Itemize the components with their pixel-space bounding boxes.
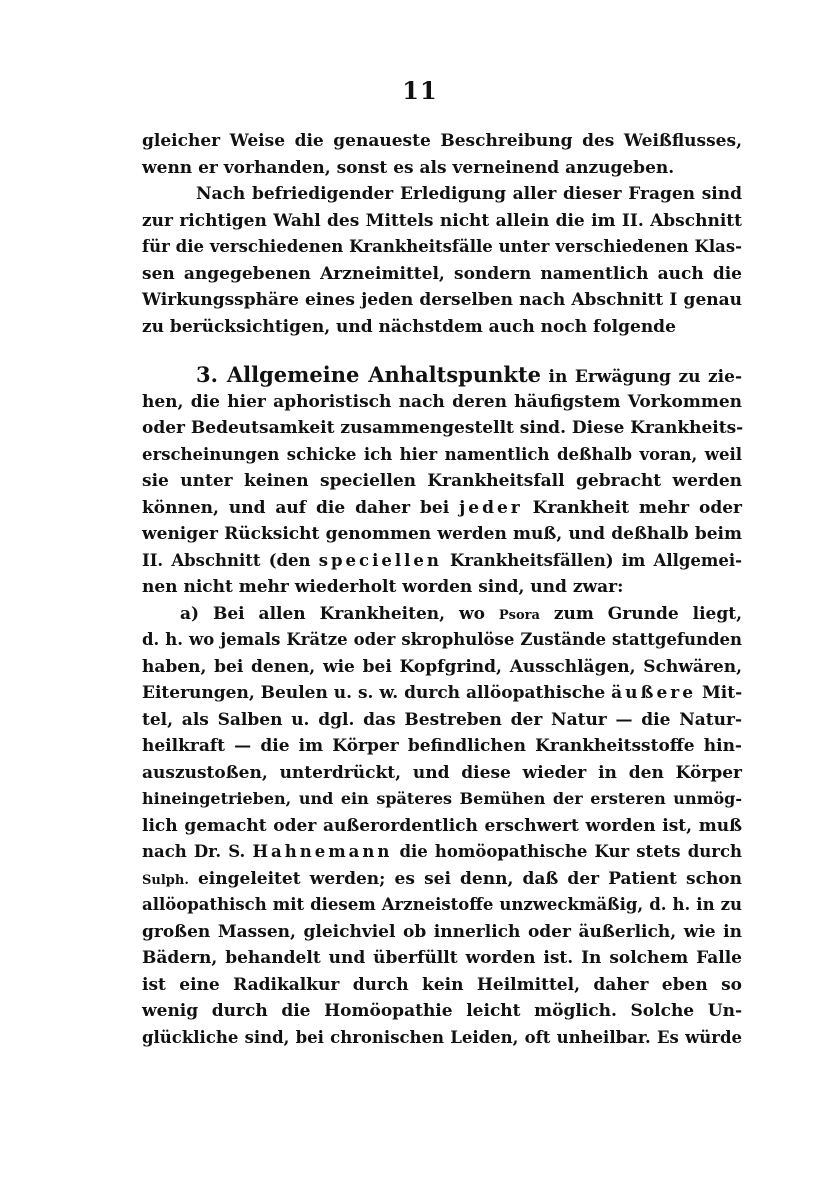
text-run: II. Abschnitt (den — [142, 550, 319, 570]
text-run: Krankheitsfällen) im Allgemei- — [441, 550, 742, 570]
text-line: erscheinungen schicke ich hier namentlich deßhalb voran, weil — [142, 444, 742, 464]
text-run: eingeleitet werden; es sei denn, daß der Patient schon — [188, 868, 742, 889]
text-line: Wirkungssphäre eines jeden derselben nach Abschnitt I genau — [142, 290, 742, 310]
text-line: zu berücksichtigen, und nächstdem auch noch folgende — [142, 316, 676, 337]
text-line: für die verschiedenen Krankheitsfälle unter verschiedenen Klas- — [142, 237, 742, 256]
text-run: Krankheit mehr oder — [522, 497, 743, 518]
body-text — [142, 128, 742, 1051]
text-line: heilkraft — die im Körper befindlichen Krankheitsstoffe hin- — [142, 736, 742, 756]
text-line: hineingetrieben, und ein späteres Bemühen der ersteren unmög- — [142, 789, 742, 808]
paragraph-start-line: Nach befriedigender Erledigung aller dieser Fragen sind — [196, 184, 742, 204]
text-line: großen Massen, gleichviel ob innerlich oder äußerlich, wie in — [142, 921, 742, 942]
text-line: gleicher Weise die genaueste Beschreibung des Weißflusses, — [142, 131, 742, 151]
text-line: wenig durch die Homöopathie leicht möglich. Solche Un- — [142, 1001, 742, 1021]
text-run: in Erwägung zu zie- — [541, 367, 742, 387]
emphasis-speciellen: speciellen — [318, 550, 442, 570]
text-run: a) Bei allen Krankheiten, wo — [180, 603, 499, 624]
text-line: zur richtigen Wahl des Mittels nicht allein die im II. Abschnitt — [142, 210, 742, 231]
text-line: allöopathisch mit diesem Arzneistoffe unzweckmäßig, d. h. in zu — [142, 895, 742, 914]
term-psora: Psora — [498, 607, 540, 623]
text-line — [142, 839, 742, 866]
text-line: glückliche sind, bei chronischen Leiden, oft unheilbar. Es würde — [142, 1027, 742, 1047]
list-item-line — [142, 601, 742, 628]
text-line: oder Bedeutsamkeit zusammengestellt sind. Diese Krankheits- — [142, 418, 744, 438]
text-line: nen nicht mehr wiederholt worden sind, und zwar: — [142, 577, 624, 597]
text-run: die homöopathische Kur stets durch — [392, 842, 742, 861]
text-line — [142, 866, 742, 893]
text-line: d. h. wo jemals Krätze oder skrophulöse Zustände stattgefunden — [142, 630, 742, 649]
text-run: können, und auf die daher bei — [142, 497, 460, 518]
section-gap — [142, 340, 742, 362]
text-line — [142, 495, 742, 522]
text-run: nach Dr. S. — [142, 842, 253, 861]
text-line: lich gemacht oder außerordentlich erschwert worden ist, muß — [142, 815, 742, 836]
text-run: zum Grunde liegt, — [539, 603, 743, 624]
emphasis-jeder: jeder — [459, 497, 523, 518]
text-run: Mit- — [696, 683, 743, 703]
text-line: sen angegebenen Arzneimittel, sondern namentlich auch die — [142, 263, 742, 284]
text-line — [142, 680, 742, 707]
page-number: 11 — [402, 76, 438, 105]
text-line: haben, bei denen, wie bei Kopfgrind, Ausschlägen, Schwären, — [142, 656, 742, 677]
emphasis-aeussere: äußere — [611, 683, 697, 703]
text-line: sie unter keinen speciellen Krankheitsfall gebracht werden — [142, 471, 742, 491]
emphasis-hahnemann: Hahnemann — [252, 842, 393, 861]
section-heading-line — [142, 362, 742, 389]
section-heading: 3. Allgemeine Anhaltspunkte — [196, 362, 542, 387]
text-line: auszustoßen, unterdrückt, und diese wieder in den Körper — [142, 762, 742, 783]
term-sulph: Sulph. — [142, 872, 189, 888]
text-line — [142, 548, 742, 575]
text-line: hen, die hier aphoristisch nach deren häufigstem Vorkommen — [142, 391, 742, 412]
text-run: Eiterungen, Beulen u. s. w. durch allöopathische — [142, 683, 612, 703]
text-line: wenn er vorhanden, sonst es als verneinend anzugeben. — [142, 157, 675, 178]
text-line: ist eine Radikalkur durch kein Heilmittel, daher eben so — [142, 974, 742, 995]
text-line: tel, als Salben u. dgl. das Bestreben der Natur — die Natur- — [142, 709, 742, 730]
text-line: weniger Rücksicht genommen werden muß, und deßhalb beim — [142, 524, 742, 544]
text-line: Bädern, behandelt und überfüllt worden ist. In solchem Falle — [142, 948, 742, 968]
